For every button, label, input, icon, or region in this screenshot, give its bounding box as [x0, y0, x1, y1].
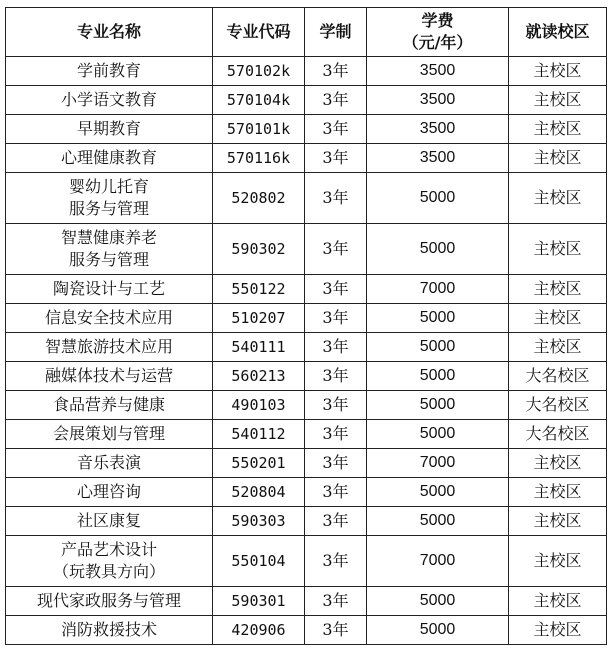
campus-cell: 主校区 — [509, 507, 607, 536]
major-code-cell: 590301 — [213, 587, 305, 616]
duration-cell: 3年 — [305, 478, 367, 507]
major-name-cell: 会展策划与管理 — [6, 420, 213, 449]
major-name-cell: 消防救援技术 — [6, 616, 213, 645]
duration-cell: 3年 — [305, 587, 367, 616]
major-name-cell: 心理健康教育 — [6, 144, 213, 173]
header-row — [6, 8, 607, 57]
tuition-cell: 5000 — [367, 507, 509, 536]
tuition-cell: 5000 — [367, 304, 509, 333]
major-name-cell: 婴幼儿托育 服务与管理 — [6, 173, 213, 224]
duration-cell: 3年 — [305, 57, 367, 86]
major-code-cell: 490103 — [213, 391, 305, 420]
major-code-cell: 520804 — [213, 478, 305, 507]
duration-cell: 3年 — [305, 86, 367, 115]
duration-cell: 3年 — [305, 304, 367, 333]
tuition-cell: 5000 — [367, 478, 509, 507]
duration-cell: 3年 — [305, 449, 367, 478]
header-duration: 学制 — [305, 8, 367, 57]
table-row — [6, 333, 607, 362]
table-row — [6, 420, 607, 449]
major-name-cell: 心理咨询 — [6, 478, 213, 507]
tuition-cell: 5000 — [367, 420, 509, 449]
campus-cell: 主校区 — [509, 536, 607, 587]
duration-cell: 3年 — [305, 173, 367, 224]
header-name: 专业名称 — [6, 8, 213, 57]
campus-cell: 主校区 — [509, 587, 607, 616]
campus-cell: 主校区 — [509, 144, 607, 173]
campus-cell: 大名校区 — [509, 362, 607, 391]
tuition-cell: 7000 — [367, 275, 509, 304]
campus-cell: 主校区 — [509, 115, 607, 144]
major-code-cell: 510207 — [213, 304, 305, 333]
tuition-cell: 3500 — [367, 115, 509, 144]
major-code-cell: 520802 — [213, 173, 305, 224]
header-code: 专业代码 — [213, 8, 305, 57]
tuition-cell: 3500 — [367, 57, 509, 86]
tuition-cell: 5000 — [367, 587, 509, 616]
campus-cell: 主校区 — [509, 57, 607, 86]
campus-cell: 主校区 — [509, 275, 607, 304]
tuition-cell: 5000 — [367, 173, 509, 224]
table-row — [6, 224, 607, 275]
tuition-cell: 3500 — [367, 86, 509, 115]
header-campus: 就读校区 — [509, 8, 607, 57]
tuition-cell: 5000 — [367, 616, 509, 645]
table-row — [6, 449, 607, 478]
header-fee: 学费 （元/年） — [367, 8, 509, 57]
table-row — [6, 616, 607, 645]
major-code-cell: 590302 — [213, 224, 305, 275]
duration-cell: 3年 — [305, 333, 367, 362]
duration-cell: 3年 — [305, 224, 367, 275]
major-code-cell: 420906 — [213, 616, 305, 645]
duration-cell: 3年 — [305, 391, 367, 420]
major-name-cell: 现代家政服务与管理 — [6, 587, 213, 616]
duration-cell: 3年 — [305, 144, 367, 173]
major-name-cell: 音乐表演 — [6, 449, 213, 478]
duration-cell: 3年 — [305, 616, 367, 645]
major-code-cell: 560213 — [213, 362, 305, 391]
campus-cell: 主校区 — [509, 86, 607, 115]
tuition-cell: 7000 — [367, 449, 509, 478]
table-row — [6, 57, 607, 86]
major-code-cell: 590303 — [213, 507, 305, 536]
campus-cell: 主校区 — [509, 616, 607, 645]
campus-cell: 主校区 — [509, 224, 607, 275]
tuition-cell: 7000 — [367, 536, 509, 587]
campus-cell: 主校区 — [509, 173, 607, 224]
major-name-cell: 小学语文教育 — [6, 86, 213, 115]
table-row — [6, 478, 607, 507]
tuition-cell: 5000 — [367, 362, 509, 391]
table-row — [6, 587, 607, 616]
campus-cell: 主校区 — [509, 304, 607, 333]
duration-cell: 3年 — [305, 362, 367, 391]
major-code-cell: 570102k — [213, 57, 305, 86]
table-row — [6, 507, 607, 536]
major-name-cell: 早期教育 — [6, 115, 213, 144]
major-name-cell: 融媒体技术与运营 — [6, 362, 213, 391]
table-row — [6, 536, 607, 587]
campus-cell: 主校区 — [509, 333, 607, 362]
table-row — [6, 173, 607, 224]
duration-cell: 3年 — [305, 420, 367, 449]
campus-cell: 主校区 — [509, 449, 607, 478]
major-name-cell: 智慧健康养老 服务与管理 — [6, 224, 213, 275]
campus-cell: 主校区 — [509, 478, 607, 507]
tuition-cell: 5000 — [367, 224, 509, 275]
table-row — [6, 275, 607, 304]
major-name-cell: 社区康复 — [6, 507, 213, 536]
major-code-cell: 540111 — [213, 333, 305, 362]
major-code-cell: 550122 — [213, 275, 305, 304]
major-code-cell: 570101k — [213, 115, 305, 144]
major-code-cell: 570104k — [213, 86, 305, 115]
major-name-cell: 信息安全技术应用 — [6, 304, 213, 333]
duration-cell: 3年 — [305, 115, 367, 144]
major-code-cell: 570116k — [213, 144, 305, 173]
major-code-cell: 540112 — [213, 420, 305, 449]
table-row — [6, 144, 607, 173]
duration-cell: 3年 — [305, 275, 367, 304]
major-code-cell: 550201 — [213, 449, 305, 478]
majors-table — [5, 7, 607, 645]
tuition-cell: 5000 — [367, 391, 509, 420]
duration-cell: 3年 — [305, 536, 367, 587]
major-name-cell: 产品艺术设计 （玩教具方向） — [6, 536, 213, 587]
table-row — [6, 362, 607, 391]
tuition-cell: 3500 — [367, 144, 509, 173]
major-name-cell: 智慧旅游技术应用 — [6, 333, 213, 362]
table-row — [6, 86, 607, 115]
duration-cell: 3年 — [305, 507, 367, 536]
major-name-cell: 学前教育 — [6, 57, 213, 86]
table-row — [6, 304, 607, 333]
campus-cell: 大名校区 — [509, 391, 607, 420]
campus-cell: 大名校区 — [509, 420, 607, 449]
major-name-cell: 食品营养与健康 — [6, 391, 213, 420]
tuition-cell: 5000 — [367, 333, 509, 362]
table-row — [6, 115, 607, 144]
major-code-cell: 550104 — [213, 536, 305, 587]
table-row — [6, 391, 607, 420]
major-name-cell: 陶瓷设计与工艺 — [6, 275, 213, 304]
